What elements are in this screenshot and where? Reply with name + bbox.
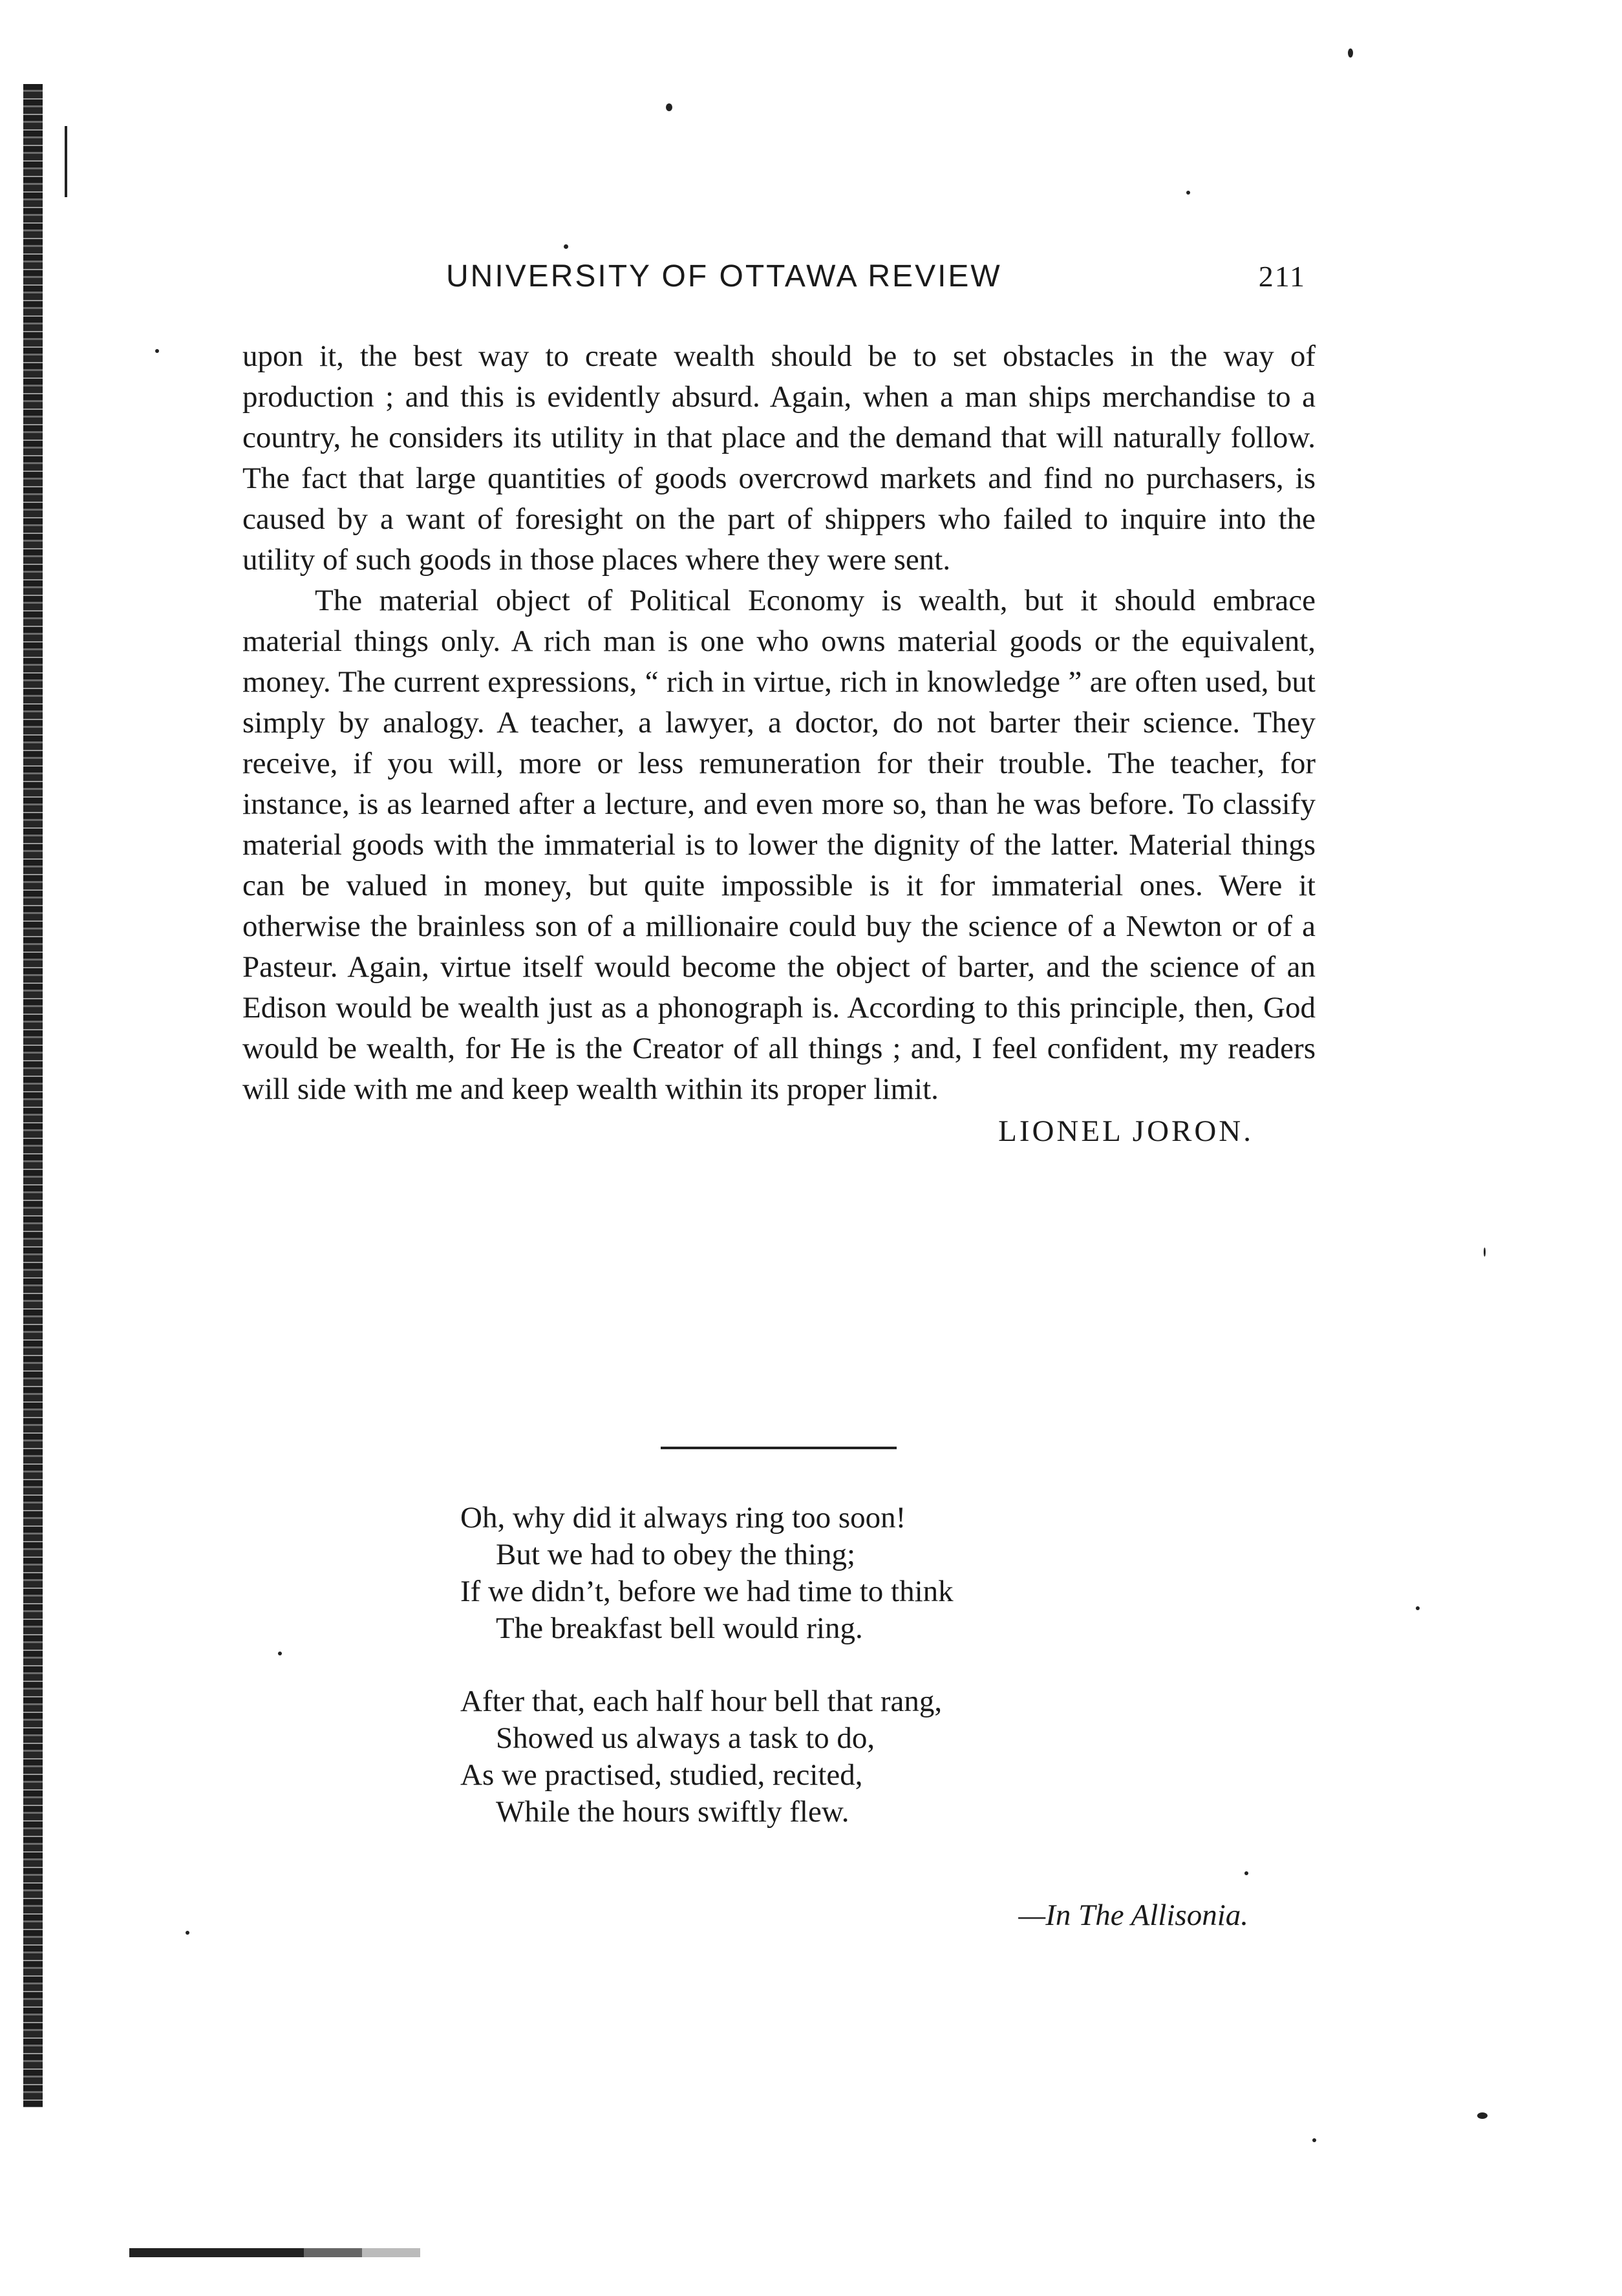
poem-line: But we had to obey the thing; xyxy=(496,1538,856,1571)
poem-line: As we practised, studied, recited, xyxy=(460,1758,863,1792)
scan-speck xyxy=(1312,2138,1316,2142)
scan-speck xyxy=(278,1652,282,1655)
scan-artifact-strip xyxy=(129,2248,420,2257)
poem-line: After that, each half hour bell that rang, xyxy=(460,1685,943,1718)
scan-speck xyxy=(1186,191,1190,195)
scan-speck xyxy=(186,1931,189,1935)
scan-speck xyxy=(155,349,159,353)
poem-line: If we didn’t, before we had time to think xyxy=(460,1575,954,1608)
scan-speck xyxy=(1416,1606,1420,1610)
scan-speck xyxy=(1244,1871,1248,1875)
binding-edge xyxy=(23,84,43,2107)
poem-line: Showed us always a task to do, xyxy=(496,1721,875,1755)
scan-speck xyxy=(1484,1248,1486,1257)
scan-speck xyxy=(564,244,568,249)
running-header xyxy=(446,259,1306,310)
article-body xyxy=(242,336,1316,1149)
poem-line: The breakfast bell would ring. xyxy=(496,1611,863,1645)
running-title: UNIVERSITY OF OTTAWA REVIEW xyxy=(446,259,1002,293)
poem-line: While the hours swiftly flew. xyxy=(496,1795,849,1829)
author-signature: LIONEL JORON. xyxy=(998,1114,1254,1148)
scan-speck xyxy=(1477,2112,1488,2119)
scan-speck xyxy=(1348,48,1353,58)
poem-attribution: —In The Allisonia. xyxy=(1018,1898,1248,1932)
poem-stanza xyxy=(460,1683,1301,1831)
binding-mark xyxy=(65,126,67,197)
scan-speck xyxy=(666,103,672,111)
paragraph-continued: upon it, the best way to create wealth should be to set obstacles in the way of production ; and this is evidently absurd. Again, when a man ships merchandise to a country, he considers its utility in that place and the demand that will naturally follow. The fact that large quantities of goods overcrowd markets and find no purchasers, is caused by a want of foresight on the part of shippers who failed to inquire into the utility of such goods in those places where they were sent. xyxy=(242,339,1316,577)
paragraph: The material object of Political Economy is wealth, but it should embrace material things only. A rich man is one who owns material goods or the equivalent, money. The current expressions, “ rich in virtue, rich in knowledge ” are often used, but simply by analogy. A teacher, a lawyer, a doctor, do not barter their science. They receive, if you will, more or less remuneration for their trouble. The teacher, for instance, is as learned after a lecture, and even more so, than he was before. To classify material goods with the immaterial is to lower the dignity of the latter. Material things can be valued in money, but quite impossible is it for immaterial ones. Were it otherwise the brainless son of a millionaire could buy the science of a Newton or of a Pasteur. Again, virtue itself would become the object of barter, and the science of an Edison would be wealth just as a phonograph is. According to this principle, then, God would be wealth, for He is the Creator of all things ; and, I feel confident, my readers will side with me and keep wealth within its proper limit. xyxy=(242,584,1316,1106)
poem-stanza xyxy=(460,1500,1301,1647)
poem xyxy=(460,1500,1301,1867)
page-number: 211 xyxy=(1258,260,1306,293)
section-divider xyxy=(661,1447,897,1449)
poem-line: Oh, why did it always ring too soon! xyxy=(460,1501,906,1535)
